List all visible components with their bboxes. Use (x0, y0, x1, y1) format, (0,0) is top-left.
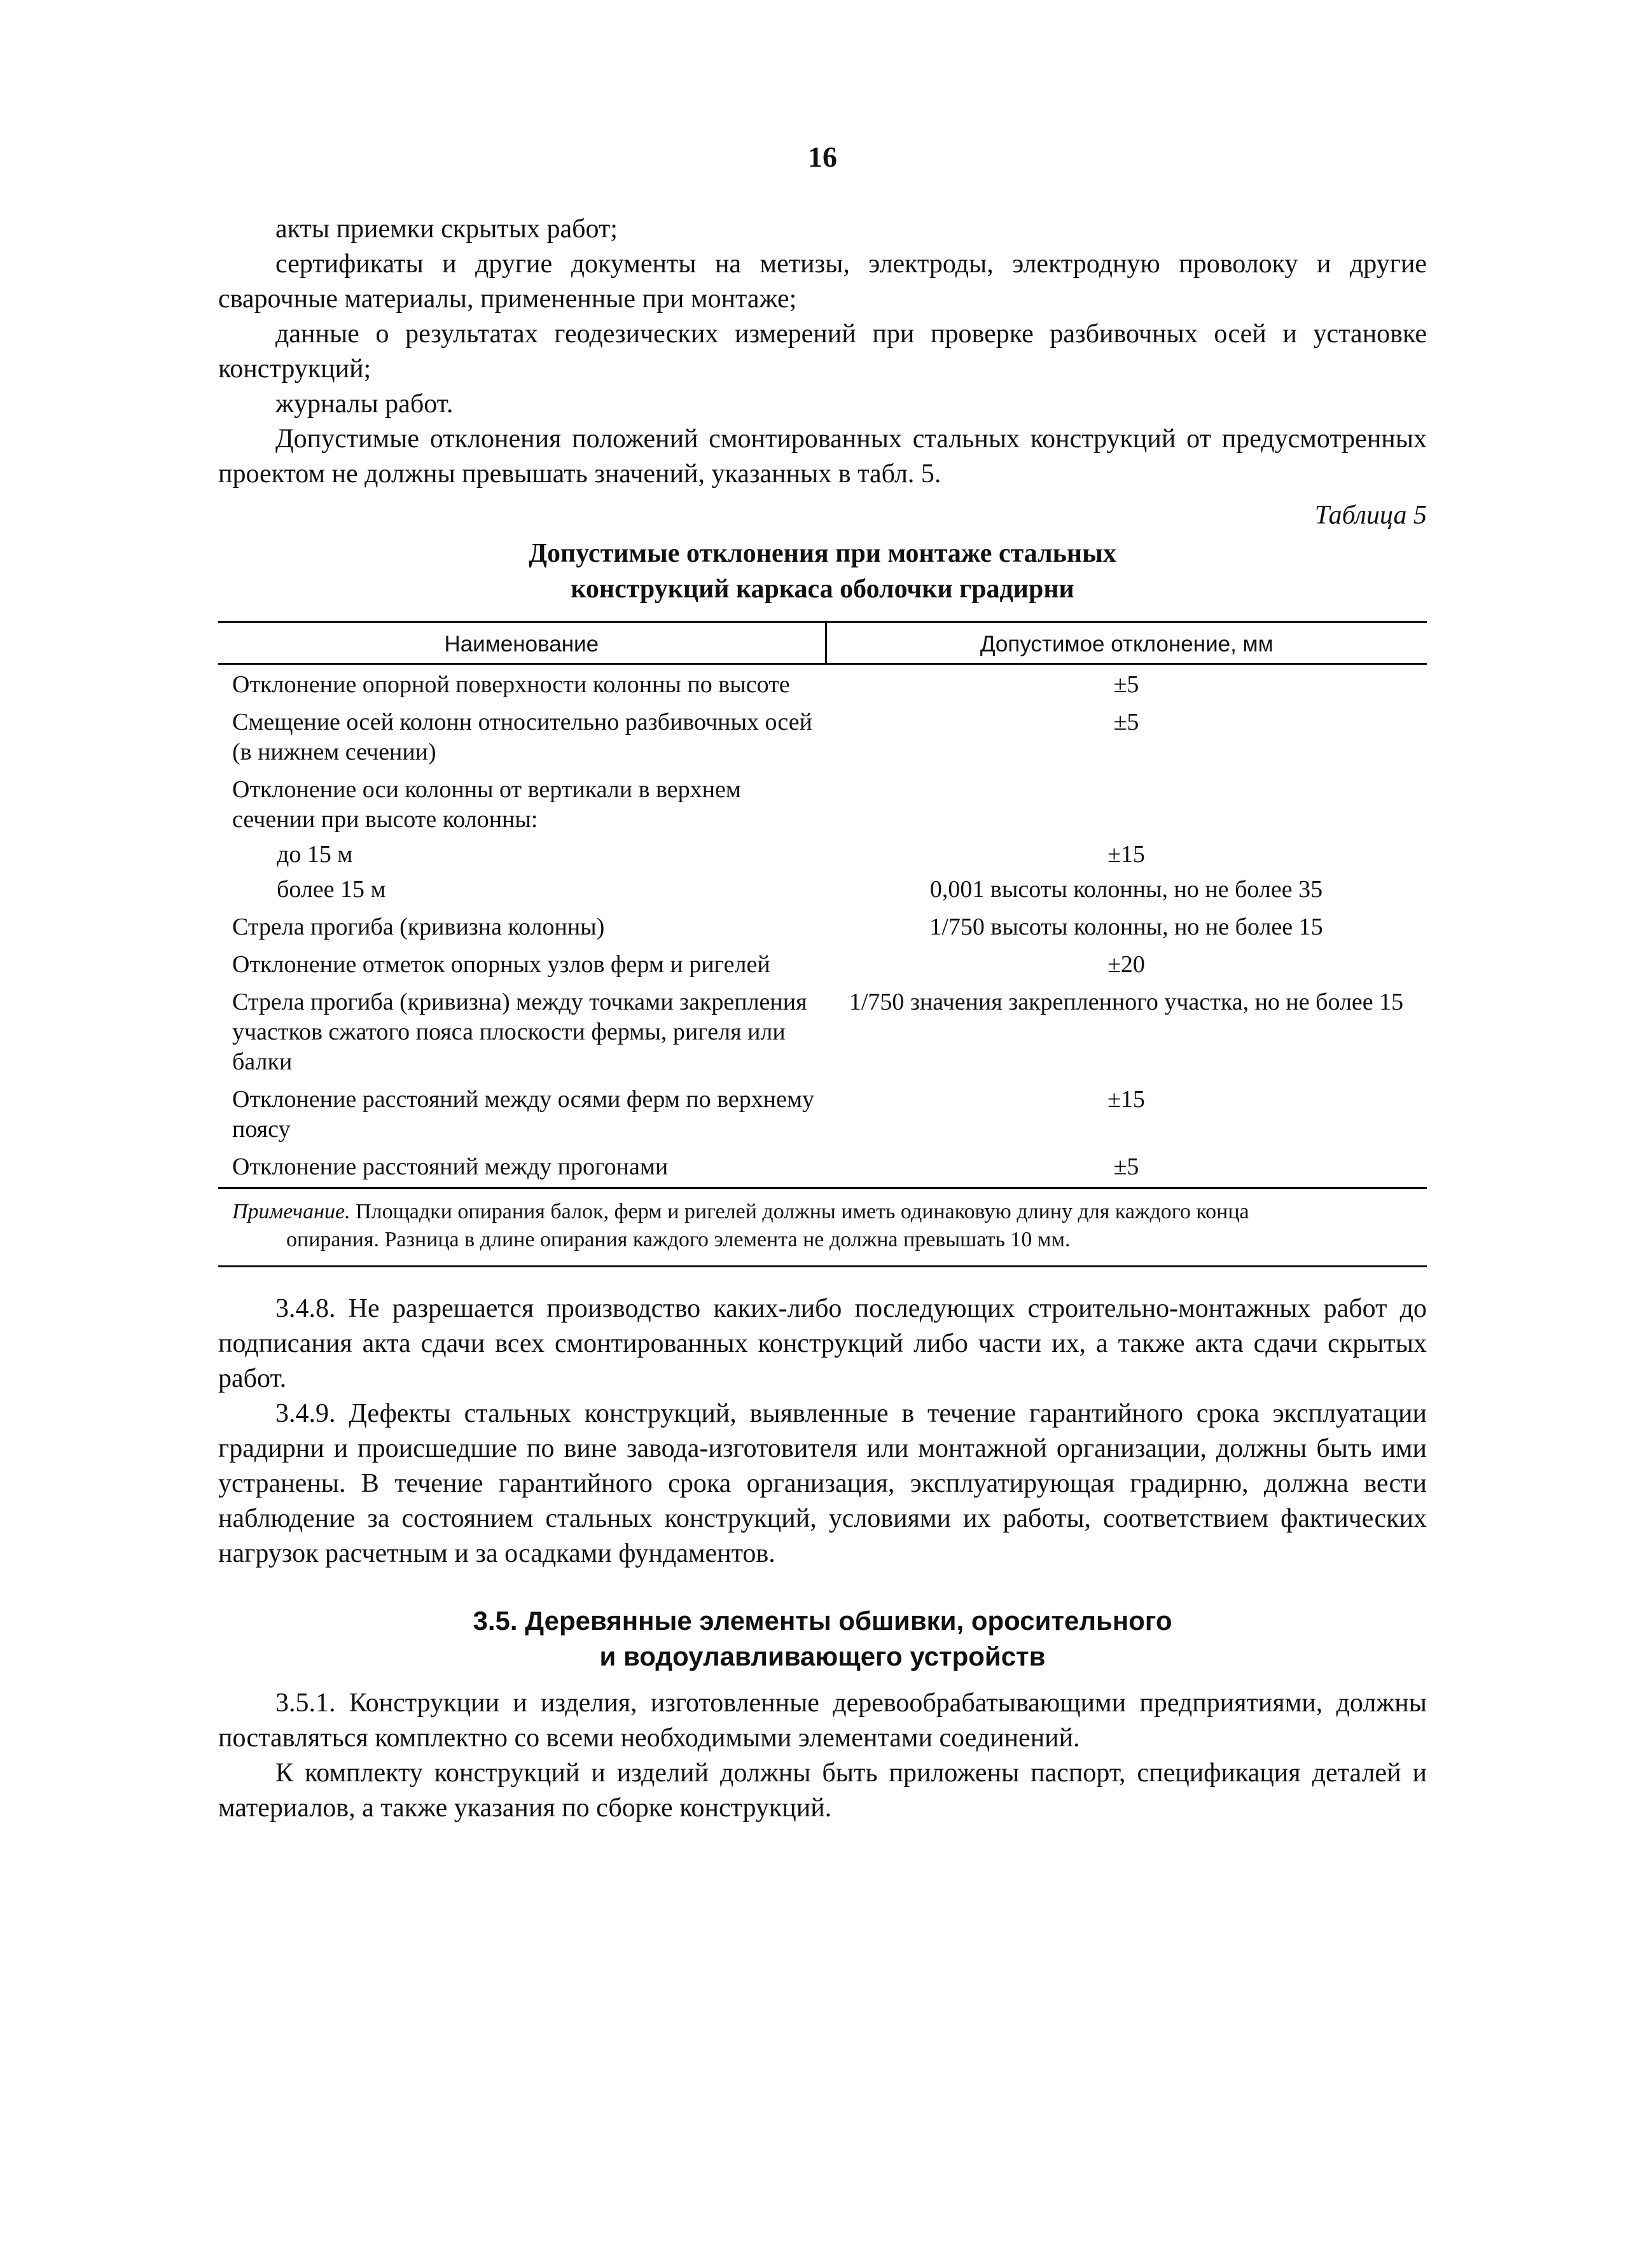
table-row (218, 664, 1427, 703)
table-header-row (218, 622, 1427, 664)
paragraph-3-4-8: 3.4.8. Не разрешается производство каких-либо последующих строительно-монтажных работ до подписания акта сдачи всех смонтированных конструкций либо части их, а также акта сдачи скрытых работ. (218, 1294, 1427, 1393)
table-title-line-1: Допустимые отклонения при монтаже стальных (529, 539, 1116, 568)
paragraph-3-5-1: 3.5.1. Конструкции и изделия, изготовленные деревообрабатывающими предприятиями, должны поставляться комплектно со всеми необходимыми элементами соединений. (218, 1688, 1427, 1753)
page-number: 16 (808, 141, 837, 173)
table-row (218, 837, 1427, 872)
note-text-line-1: Площадки опирания балок, ферм и ригелей должны иметь одинаковую длину для каждого конца (356, 1200, 1249, 1223)
section-title-line-2: и водоулавливающего устройств (599, 1641, 1046, 1671)
table-note (218, 1198, 1427, 1267)
table-row (218, 1147, 1427, 1188)
row-value: ±5 (1113, 709, 1139, 735)
row-value: 1/750 значения закрепленного участка, но не более 15 (849, 989, 1404, 1015)
note-label: Примечание. (232, 1200, 350, 1223)
row-name: Смещение осей колонн относительно разбивочных осей (в нижнем сечении) (232, 709, 812, 765)
row-value: ±15 (1107, 841, 1145, 868)
table-row (218, 1080, 1427, 1147)
section-title-line-1: 3.5. Деревянные элементы обшивки, оросительного (473, 1606, 1172, 1636)
row-name: Отклонение оси колонны от вертикали в верхнем сечении при высоте колонны: (232, 776, 741, 833)
table-row (218, 702, 1427, 770)
intro-item-1: акты приемки скрытых работ; (275, 214, 618, 244)
row-value (826, 770, 1427, 837)
intro-item-2: сертификаты и другие документы на метизы, электроды, электродную проволоку и другие сварочные материалы, примененные при монтаже; (218, 249, 1427, 314)
header-deviation: Допустимое отклонение, мм (826, 622, 1427, 664)
paragraph-kit: К комплекту конструкций и изделий должны быть приложены паспорт, спецификация деталей и материалов, а также указания по сборке конструкций. (218, 1758, 1427, 1823)
table-caption: Таблица 5 (1314, 501, 1427, 530)
page-content (218, 140, 1427, 1826)
table-row (218, 982, 1427, 1080)
deviations-table (218, 621, 1427, 1189)
row-value: ±15 (1107, 1086, 1145, 1113)
row-name: Стрела прогиба (кривизна колонны) (232, 914, 605, 940)
section-title (218, 1603, 1427, 1674)
row-name: Стрела прогиба (кривизна) между точками закрепления участков сжатого пояса плоскости фермы, ригеля или балки (232, 989, 807, 1075)
row-name: до 15 м (277, 841, 353, 868)
row-value: 1/750 высоты колонны, но не более 15 (929, 914, 1323, 940)
intro-paragraph: Допустимые отклонения положений смонтированных стальных конструкций от предусмотренных проектом не должны превышать значений, указанных в табл. 5. (218, 424, 1427, 489)
row-value: 0,001 высоты колонны, но не более 35 (929, 876, 1323, 903)
row-name: Отклонение расстояний между осями ферм по верхнему поясу (232, 1086, 814, 1143)
table-row (218, 770, 1427, 837)
row-name: Отклонение опорной поверхности колонны по высоте (232, 671, 790, 698)
table-title (218, 536, 1427, 607)
header-name: Наименование (218, 622, 826, 664)
intro-item-4: журналы работ. (275, 389, 454, 419)
row-value: ±5 (826, 1147, 1427, 1188)
table-row (218, 872, 1427, 907)
row-value: ±20 (1107, 951, 1145, 978)
table-row (218, 907, 1427, 945)
paragraph-3-4-9: 3.4.9. Дефекты стальных конструкций, выявленные в течение гарантийного срока эксплуатации градирни и происшедшие по вине завода-изготовителя или монтажной организации, должны быть ими устранены. В течение гарантийного срока организация, эксплуатирующая градирню, должна вести наблюдение за состоянием стальных конструкций, условиями их работы, соответствием фактических нагрузок расчетным и за осадками фундаментов. (218, 1399, 1427, 1568)
row-value: ±5 (1113, 671, 1139, 698)
table-title-line-2: конструкций каркаса оболочки градирни (571, 574, 1074, 604)
row-name: более 15 м (277, 876, 386, 903)
row-name: Отклонение расстояний между прогонами (218, 1147, 826, 1188)
intro-item-3: данные о результатах геодезических измерений при проверке разбивочных осей и установке конструкций; (218, 319, 1427, 384)
note-text-line-2: опирания. Разница в длине опирания каждого элемента не должна превышать 10 мм. (286, 1228, 1071, 1251)
row-name: Отклонение отметок опорных узлов ферм и ригелей (232, 951, 770, 978)
table-row (218, 945, 1427, 982)
